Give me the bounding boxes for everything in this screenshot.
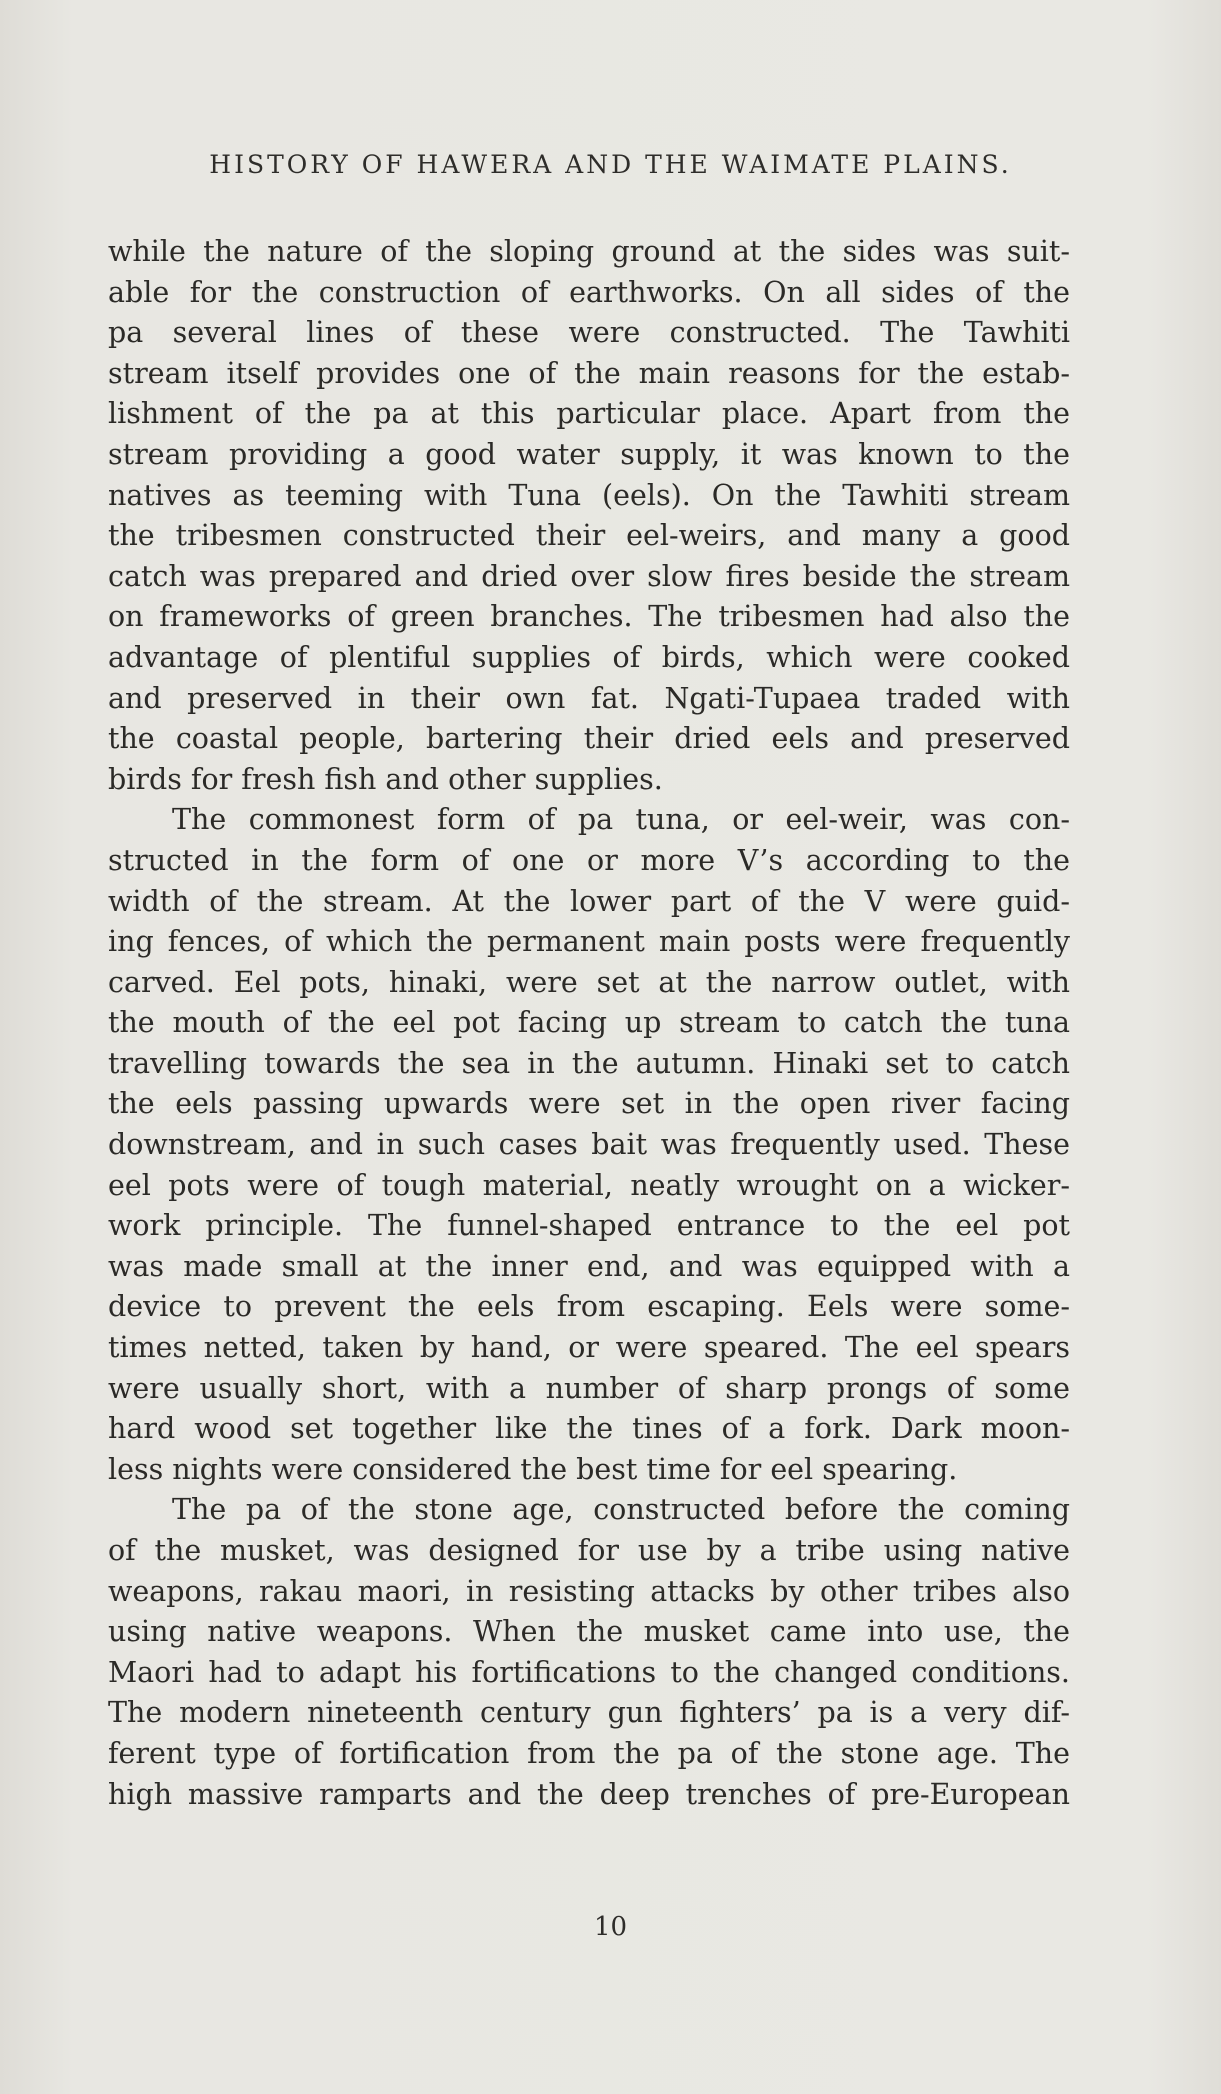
text-line: work principle. The funnel-shaped entrance to the eel pot [108, 1209, 1070, 1243]
text-line: and preserved in their own fat. Ngati-Tupaea traded with [108, 681, 1070, 715]
paragraph-3 [108, 1490, 1070, 1815]
text-line: pa several lines of these were constructed. The Tawhiti [108, 316, 1070, 350]
text-line: natives as teeming with Tuna (eels). On the Tawhiti stream [108, 478, 1070, 512]
text-line: the coastal people, bartering their dried eels and preserved [108, 722, 1070, 756]
text-line: were usually short, with a number of sharp prongs of some [108, 1371, 1070, 1405]
text-line: The commonest form of pa tuna, or eel-weir, was con- [172, 803, 1070, 837]
text-line: weapons, rakau maori, in resisting attacks by other tribes also [108, 1574, 1070, 1608]
text-line: ing fences, of which the permanent main posts were frequently [108, 925, 1070, 959]
text-line: birds for fresh fish and other supplies. [108, 762, 663, 796]
text-line: Maori had to adapt his fortifications to the changed conditions. [108, 1655, 1070, 1689]
text-line: on frameworks of green branches. The tribesmen had also the [108, 600, 1070, 634]
text-line: able for the construction of earthworks. On all sides of the [108, 275, 1070, 309]
text-line: times netted, taken by hand, or were speared. The eel spears [108, 1331, 1070, 1365]
text-line: catch was prepared and dried over slow fires beside the stream [108, 559, 1070, 593]
text-line: downstream, and in such cases bait was frequently used. These [108, 1128, 1070, 1162]
text-line: the eels passing upwards were set in the open river facing [108, 1087, 1070, 1121]
text-line: less nights were considered the best time for eel spearing. [108, 1452, 958, 1486]
text-line: lishment of the pa at this particular place. Apart from the [108, 397, 1070, 431]
running-head: HISTORY OF HAWERA AND THE WAIMATE PLAINS. [209, 150, 1012, 179]
text-line: of the musket, was designed for use by a tribe using native [108, 1534, 1070, 1567]
text-line: advantage of plentiful supplies of birds, which were cooked [108, 640, 1070, 674]
text-line: stream providing a good water supply, it was known to the [108, 437, 1070, 471]
text-line: using native weapons. When the musket came into use, the [108, 1615, 1070, 1649]
paragraph-1 [108, 232, 1070, 800]
text-line: eel pots were of tough material, neatly wrought on a wicker- [108, 1168, 1070, 1202]
page-number: 10 [593, 1912, 628, 1942]
text-line: while the nature of the sloping ground at the sides was suit- [108, 235, 1070, 268]
text-line: ferent type of fortification from the pa of the stone age. The [108, 1736, 1070, 1770]
text-line: stream itself provides one of the main reasons for the estab- [108, 356, 1070, 390]
body-text [108, 232, 1070, 1815]
text-line: high massive ramparts and the deep trenches of pre-European [108, 1777, 1070, 1811]
text-line: the mouth of the eel pot facing up stream to catch the tuna [108, 1006, 1070, 1040]
text-line: travelling towards the sea in the autumn. Hinaki set to catch [108, 1046, 1070, 1080]
text-line: was made small at the inner end, and was equipped with a [108, 1249, 1070, 1283]
text-line: hard wood set together like the tines of a fork. Dark moon- [108, 1412, 1070, 1446]
text-line: structed in the form of one or more V’s according to the [108, 843, 1070, 877]
text-line: The modern nineteenth century gun fighters’ pa is a very dif- [108, 1696, 1070, 1730]
text-line: The pa of the stone age, constructed before the coming [172, 1493, 1070, 1527]
paragraph-2 [108, 800, 1070, 1490]
text-line: width of the stream. At the lower part of the V were guid- [108, 884, 1070, 918]
text-line: device to prevent the eels from escaping. Eels were some- [108, 1290, 1070, 1324]
text-line: carved. Eel pots, hinaki, were set at the narrow outlet, with [108, 965, 1070, 999]
text-line: the tribesmen constructed their eel-weirs, and many a good [108, 519, 1070, 553]
